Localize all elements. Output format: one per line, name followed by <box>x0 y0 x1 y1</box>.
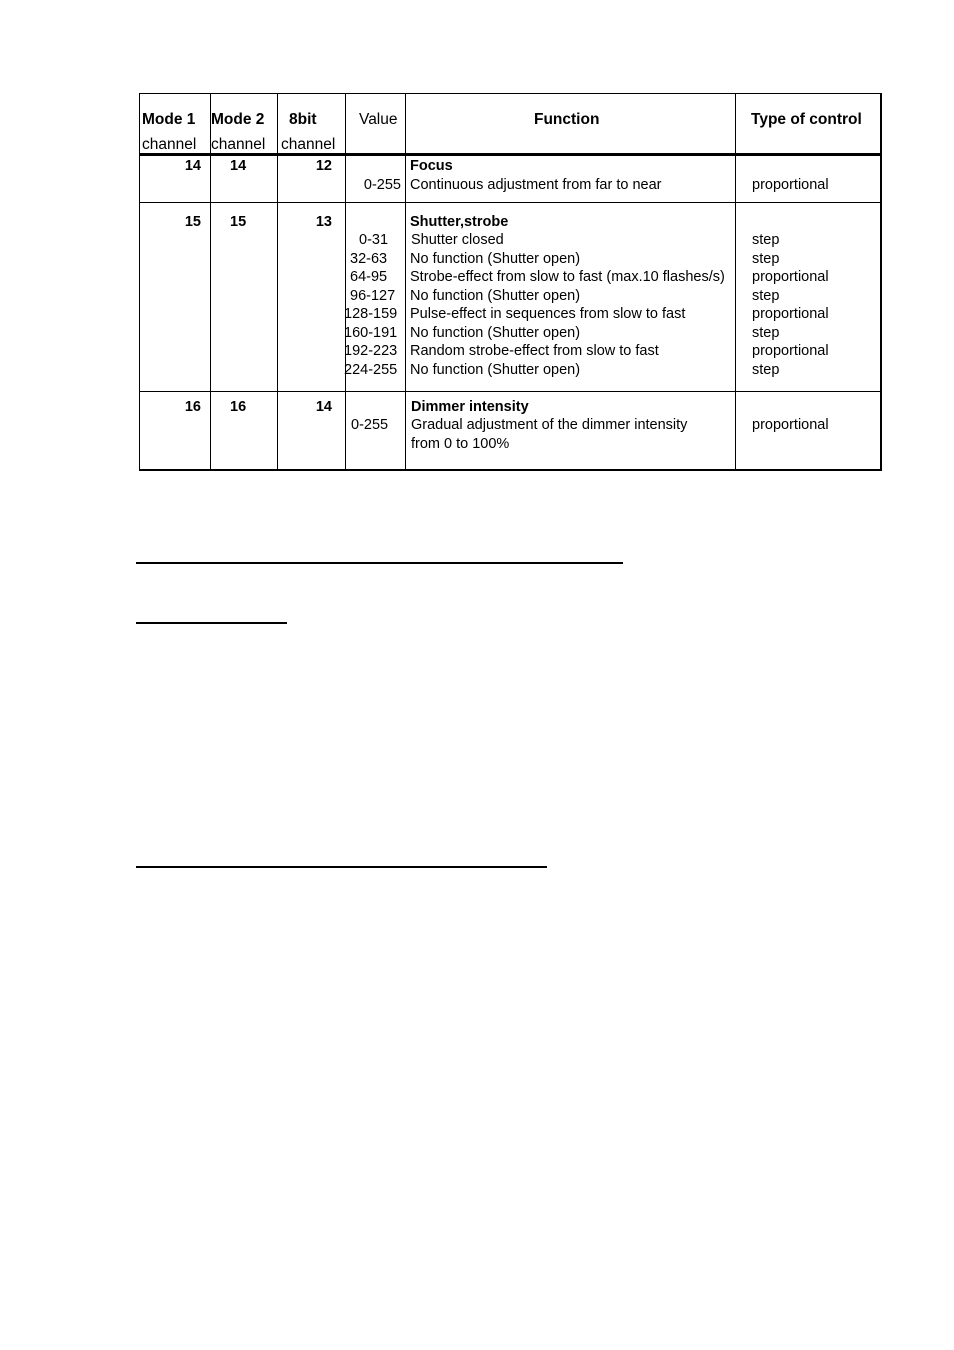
section-underline <box>136 622 287 624</box>
cell-value: 0-255 <box>363 177 401 193</box>
function-title: Dimmer intensity <box>411 399 529 415</box>
cell-function: from 0 to 100% <box>411 436 510 452</box>
header-type-of-control: Type of control <box>751 111 862 128</box>
col-divider <box>277 94 278 469</box>
cell-function: Strobe-effect from slow to fast (max.10 flashes/s) <box>410 269 725 285</box>
header-8bit-line2: channel <box>281 136 336 153</box>
header-mode2-line1: Mode 2 <box>211 111 265 128</box>
cell-type: step <box>752 251 780 267</box>
cell-8bit: 14 <box>315 399 332 415</box>
cell-value: 0-255 <box>351 417 389 433</box>
header-mode2-line2: channel <box>211 136 266 153</box>
cell-mode1: 15 <box>184 214 201 230</box>
header-value: Value <box>359 111 398 128</box>
cell-function: No function (Shutter open) <box>410 288 581 304</box>
cell-8bit: 13 <box>315 214 332 230</box>
cell-mode2: 15 <box>230 214 247 230</box>
cell-value: 64-95 <box>350 269 388 285</box>
cell-function: Continuous adjustment from far to near <box>410 177 662 193</box>
cell-value: 0-31 <box>359 232 389 248</box>
cell-value: 32-63 <box>350 251 388 267</box>
cell-type: proportional <box>752 343 829 359</box>
cell-type: step <box>752 362 780 378</box>
function-title: Focus <box>410 158 453 174</box>
col-divider <box>345 94 346 469</box>
cell-value: 224-255 <box>344 362 398 378</box>
cell-type: step <box>752 288 780 304</box>
cell-function: No function (Shutter open) <box>410 325 581 341</box>
cell-function: Pulse-effect in sequences from slow to fast <box>410 306 686 322</box>
function-title: Shutter,strobe <box>410 214 509 230</box>
cell-8bit: 12 <box>315 158 332 174</box>
cell-type: proportional <box>752 306 829 322</box>
cell-function: No function (Shutter open) <box>410 251 581 267</box>
cell-function: No function (Shutter open) <box>410 362 581 378</box>
cell-type: proportional <box>752 269 829 285</box>
cell-value: 160-191 <box>344 325 398 341</box>
header-8bit-line1: 8bit <box>289 111 317 128</box>
cell-mode2: 16 <box>230 399 247 415</box>
cell-mode1: 16 <box>184 399 201 415</box>
cell-type: step <box>752 325 780 341</box>
cell-function: Random strobe-effect from slow to fast <box>410 343 659 359</box>
dmx-channel-table <box>139 93 882 471</box>
row-divider <box>140 202 880 203</box>
cell-type: step <box>752 232 780 248</box>
cell-value: 128-159 <box>344 306 398 322</box>
cell-function: Shutter closed <box>411 232 504 248</box>
header-mode1-line1: Mode 1 <box>142 111 196 128</box>
col-divider <box>735 94 736 469</box>
section-underline <box>136 866 547 868</box>
cell-function: Gradual adjustment of the dimmer intensity <box>411 417 688 433</box>
cell-value: 96-127 <box>350 288 396 304</box>
header-mode1-line2: channel <box>142 136 197 153</box>
header-function: Function <box>534 111 600 128</box>
section-underline <box>136 562 623 564</box>
col-divider <box>405 94 406 469</box>
cell-mode2: 14 <box>230 158 247 174</box>
cell-mode1: 14 <box>184 158 201 174</box>
cell-type: proportional <box>752 177 829 193</box>
row-divider <box>140 391 880 392</box>
cell-type: proportional <box>752 417 829 433</box>
cell-value: 192-223 <box>344 343 398 359</box>
